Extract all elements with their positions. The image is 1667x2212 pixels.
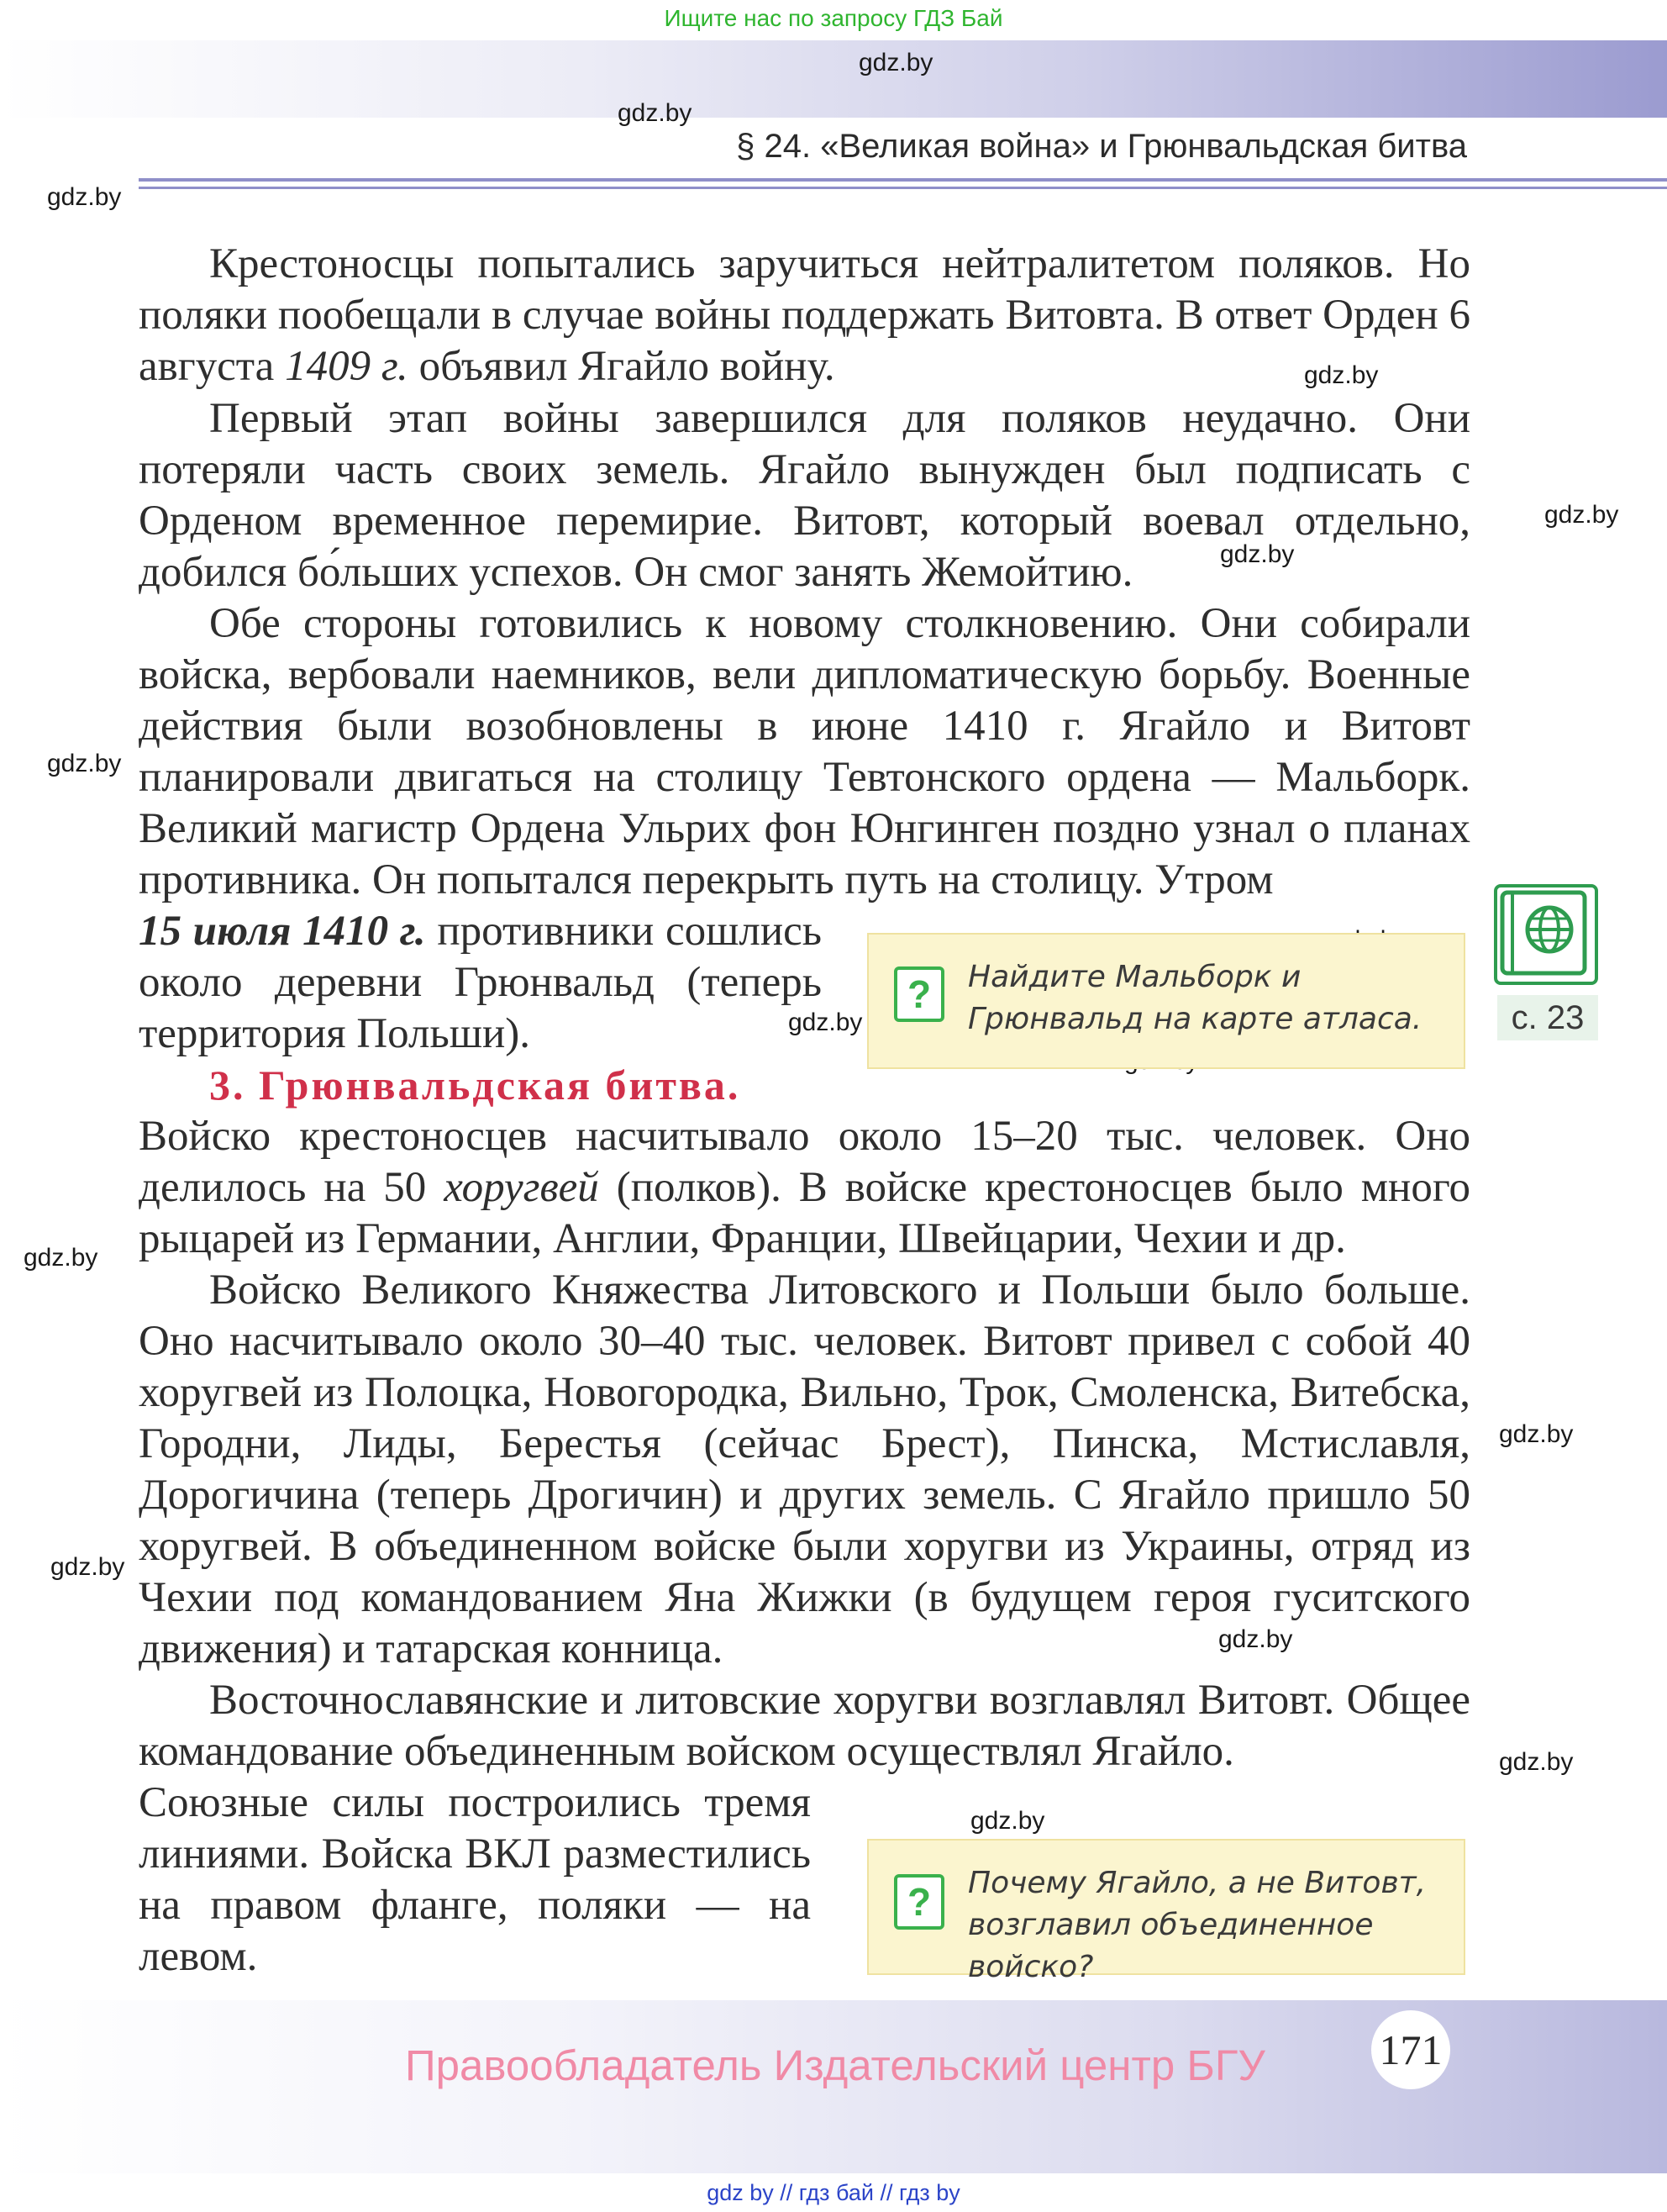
question-mark-icon: ? bbox=[894, 966, 944, 1022]
paragraph-3: Обе стороны готовились к новому столкновению. Они собирали войска, вербовали наемников, вели дипломатическую борьбу. Военные действия были возобновлены в июне 1410 г. Ягайло и Витовт планировали двигаться на столицу Тевтонского ордена — Мальборк. Великий магистр Ордена Ульрих фон Юнгинген поздно узнал о планах противника. Он попытался перекрыть путь на столицу. Утром bbox=[139, 600, 1470, 903]
date-1409: 1409 г. bbox=[285, 343, 408, 390]
watermark: gdz.by bbox=[1499, 1420, 1574, 1448]
top-banner[interactable]: Ищите нас по запросу ГДЗ Бай bbox=[664, 5, 1003, 31]
question-mark-icon: ? bbox=[894, 1874, 944, 1930]
question-text-2: Почему Ягайло, а не Витовт, возглавил объединенное войско? bbox=[968, 1866, 1427, 1984]
watermark: gdz.by bbox=[50, 1553, 125, 1581]
watermark: gdz.by bbox=[1304, 361, 1379, 389]
question-text-1: Найдите Мальборк и Грюнвальд на карте атласа. bbox=[968, 960, 1422, 1036]
term-khorugvi: хоругвей bbox=[444, 1164, 599, 1211]
atlas-page-ref: с. 23 bbox=[1497, 995, 1598, 1040]
header-rule bbox=[139, 178, 1667, 182]
copyright-notice: Правообладатель Издательский центр БГУ bbox=[405, 2041, 1265, 2089]
section-title: § 24. «Великая война» и Грюнвальдская битва bbox=[736, 128, 1467, 165]
page-number: 171 bbox=[1371, 2010, 1450, 2089]
paragraph-6-continued: Союзные силы построились тремя линиями. Войска ВКЛ разместились на правом фланге, поляки — на левом. bbox=[139, 1779, 811, 1980]
watermark: gdz.by bbox=[788, 1009, 863, 1036]
watermark: gdz.by bbox=[859, 49, 933, 76]
watermark: gdz.by bbox=[24, 1244, 98, 1272]
globe-book-icon bbox=[1494, 884, 1598, 985]
watermark: gdz.by bbox=[47, 183, 122, 211]
header-band bbox=[0, 40, 1667, 118]
question-box-2 bbox=[867, 1839, 1465, 1984]
watermark: gdz.by bbox=[970, 1807, 1045, 1835]
section-heading: 3. Грюнвальдская битва. bbox=[209, 1061, 741, 1109]
paragraph-5: Войско Великого Княжества Литовского и Польши было больше. Оно насчитывало около 30–40 тыс. человек. Витовт привел с собой 40 хоругвей из Полоцка, Новогородка, Вильно, Трок, Смоленска, Витебска, Городни, Лиды, Берестья (сейчас Брест), Пинска, Мстиславля, Дорогичина (теперь Дрогичин) и других земель. С Ягайло пришло 50 хоругвей. В объединенном войске были хоругви из Украины, отряд из Чехии под командованием Яна Жижки (в будущем героя гуситского движения) и татарская конница. bbox=[139, 1267, 1470, 1672]
watermark: gdz.by bbox=[1218, 1625, 1293, 1653]
question-box-1 bbox=[867, 933, 1465, 1069]
paragraph-6: Восточнославянские и литовские хоругви возглавлял Витовт. Общее командование объединенным войском осуществлял Ягайло. bbox=[139, 1677, 1470, 1775]
paragraph-3-continued: 15 июля 1410 г. противники сошлись около деревни Грюнвальд (теперь территория Польши). bbox=[139, 908, 823, 1057]
paragraph-4: Войско крестоносцев насчитывало около 15–20 тыс. человек. Оно делилось на 50 хоругвей (полков). В войске крестоносцев было много рыцарей из Германии, Англии, Франции, Швейцарии, Чехии и др. bbox=[139, 1113, 1470, 1262]
date-15-july-1410: 15 июля 1410 г. bbox=[139, 908, 426, 955]
bottom-banner[interactable]: gdz by // гдз бай // гдз by bbox=[707, 2180, 960, 2205]
paragraph-2: Первый этап войны завершился для поляков неудачно. Они потеряли часть своих земель. Ягайло вынужден был подписать с Орденом временное перемирие. Витовт, который воевал отдельно, добился бо́льших успехов. Он смог занять Жемойтию. bbox=[139, 395, 1470, 596]
watermark: gdz.by bbox=[1544, 501, 1619, 529]
paragraph-1: Крестоносцы попытались заручиться нейтралитетом поляков. Но поляки пообещали в случае войны поддержать Витовта. В ответ Орден 6 августа 1409 г. объявил Ягайло войну. bbox=[139, 240, 1470, 390]
watermark: gdz.by bbox=[618, 99, 692, 127]
header-rule-2 bbox=[139, 187, 1667, 189]
watermark: gdz.by bbox=[47, 750, 122, 777]
watermark: gdz.by bbox=[1220, 540, 1295, 568]
watermark: gdz.by bbox=[1499, 1748, 1574, 1776]
